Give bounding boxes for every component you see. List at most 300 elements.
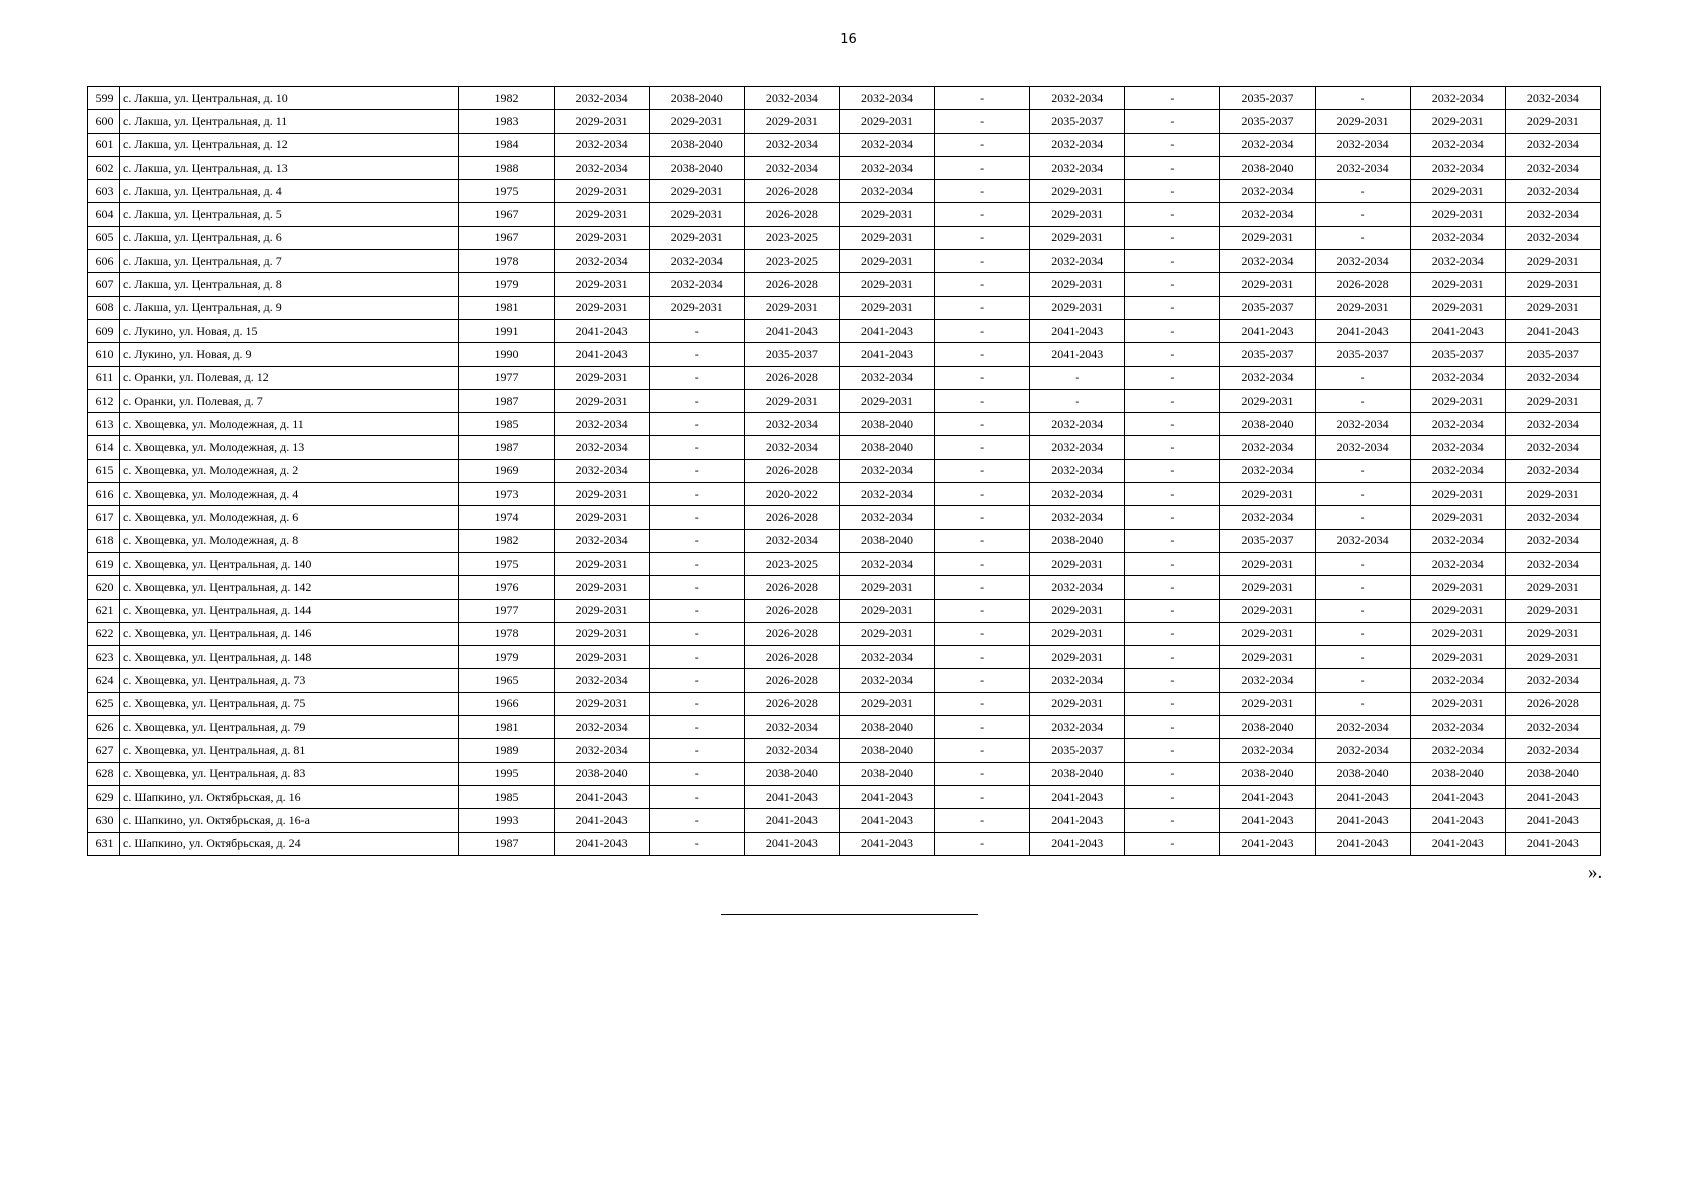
period-cell: 2032-2034: [554, 739, 649, 762]
period-cell: -: [935, 762, 1030, 785]
period-cell: 2023-2025: [744, 552, 839, 575]
period-cell: -: [935, 203, 1030, 226]
address-cell: с. Лакша, ул. Центральная, д. 9: [120, 296, 459, 319]
period-cell: 2029-2031: [649, 110, 744, 133]
period-cell: -: [1125, 809, 1220, 832]
period-cell: 2029-2031: [1220, 483, 1315, 506]
period-cell: 2032-2034: [1410, 669, 1505, 692]
row-number-cell: 617: [88, 506, 120, 529]
row-number-cell: 621: [88, 599, 120, 622]
table-row: [88, 436, 1601, 459]
period-cell: 2032-2034: [744, 156, 839, 179]
period-cell: 2032-2034: [1505, 669, 1600, 692]
table-row: [88, 273, 1601, 296]
row-number-cell: 606: [88, 250, 120, 273]
year-cell: 1978: [459, 250, 554, 273]
period-cell: -: [1125, 87, 1220, 110]
period-cell: 2032-2034: [649, 250, 744, 273]
row-number-cell: 615: [88, 459, 120, 482]
table-row: [88, 389, 1601, 412]
period-cell: 2029-2031: [1410, 203, 1505, 226]
period-cell: 2032-2034: [1410, 436, 1505, 459]
period-cell: 2029-2031: [649, 226, 744, 249]
period-cell: 2041-2043: [1410, 832, 1505, 855]
period-cell: -: [1315, 599, 1410, 622]
period-cell: 2029-2031: [1220, 576, 1315, 599]
period-cell: -: [935, 413, 1030, 436]
period-cell: 2032-2034: [1315, 716, 1410, 739]
row-number-cell: 609: [88, 319, 120, 342]
period-cell: -: [1315, 622, 1410, 645]
period-cell: -: [649, 319, 744, 342]
address-cell: с. Хвощевка, ул. Центральная, д. 144: [120, 599, 459, 622]
address-cell: с. Шапкино, ул. Октябрьская, д. 16: [120, 785, 459, 808]
row-number-cell: 607: [88, 273, 120, 296]
period-cell: 2023-2025: [744, 250, 839, 273]
period-cell: 2041-2043: [839, 809, 934, 832]
table-row: [88, 180, 1601, 203]
row-number-cell: 599: [88, 87, 120, 110]
period-cell: 2029-2031: [554, 599, 649, 622]
period-cell: -: [1125, 133, 1220, 156]
period-cell: 2029-2031: [1505, 646, 1600, 669]
table-row: [88, 646, 1601, 669]
address-cell: с. Лукино, ул. Новая, д. 15: [120, 319, 459, 342]
year-cell: 1987: [459, 832, 554, 855]
period-cell: -: [1125, 483, 1220, 506]
period-cell: 2032-2034: [1030, 413, 1125, 436]
closing-quote: ».: [1588, 862, 1603, 883]
table-row: [88, 506, 1601, 529]
row-number-cell: 614: [88, 436, 120, 459]
year-cell: 1987: [459, 436, 554, 459]
period-cell: -: [1125, 319, 1220, 342]
period-cell: 2029-2031: [1030, 180, 1125, 203]
period-cell: -: [1315, 87, 1410, 110]
period-cell: 2041-2043: [744, 832, 839, 855]
period-cell: -: [1315, 646, 1410, 669]
period-cell: 2038-2040: [839, 436, 934, 459]
address-cell: с. Хвощевка, ул. Молодежная, д. 2: [120, 459, 459, 482]
table-row: [88, 692, 1601, 715]
period-cell: 2029-2031: [1410, 622, 1505, 645]
period-cell: 2032-2034: [1315, 133, 1410, 156]
period-cell: 2032-2034: [1410, 366, 1505, 389]
period-cell: 2038-2040: [649, 87, 744, 110]
row-number-cell: 605: [88, 226, 120, 249]
period-cell: 2029-2031: [554, 296, 649, 319]
period-cell: 2032-2034: [1505, 413, 1600, 436]
year-cell: 1982: [459, 87, 554, 110]
year-cell: 1982: [459, 529, 554, 552]
period-cell: 2032-2034: [839, 552, 934, 575]
table-row: [88, 599, 1601, 622]
period-cell: -: [1125, 343, 1220, 366]
period-cell: 2032-2034: [554, 669, 649, 692]
period-cell: 2041-2043: [1220, 832, 1315, 855]
period-cell: 2032-2034: [744, 436, 839, 459]
period-cell: 2026-2028: [744, 366, 839, 389]
period-cell: -: [649, 832, 744, 855]
period-cell: -: [1315, 506, 1410, 529]
period-cell: 2041-2043: [554, 785, 649, 808]
period-cell: 2032-2034: [744, 413, 839, 436]
table-row: [88, 203, 1601, 226]
address-cell: с. Оранки, ул. Полевая, д. 12: [120, 366, 459, 389]
period-cell: -: [649, 552, 744, 575]
table-row: [88, 529, 1601, 552]
period-cell: 2032-2034: [1505, 529, 1600, 552]
row-number-cell: 629: [88, 785, 120, 808]
row-number-cell: 601: [88, 133, 120, 156]
period-cell: -: [935, 319, 1030, 342]
period-cell: -: [649, 692, 744, 715]
period-cell: 2035-2037: [1315, 343, 1410, 366]
period-cell: 2029-2031: [1410, 110, 1505, 133]
period-cell: 2029-2031: [554, 273, 649, 296]
period-cell: -: [649, 506, 744, 529]
period-cell: -: [935, 622, 1030, 645]
period-cell: 2026-2028: [744, 506, 839, 529]
period-cell: 2032-2034: [1505, 133, 1600, 156]
period-cell: -: [1315, 226, 1410, 249]
year-cell: 1975: [459, 180, 554, 203]
period-cell: 2029-2031: [1220, 273, 1315, 296]
period-cell: 2029-2031: [839, 622, 934, 645]
period-cell: 2029-2031: [839, 110, 934, 133]
table-row: [88, 296, 1601, 319]
period-cell: 2032-2034: [1220, 459, 1315, 482]
table-row: [88, 762, 1601, 785]
period-cell: 2032-2034: [554, 87, 649, 110]
row-number-cell: 604: [88, 203, 120, 226]
period-cell: 2032-2034: [1220, 436, 1315, 459]
period-cell: 2032-2034: [1220, 203, 1315, 226]
address-cell: с. Хвощевка, ул. Молодежная, д. 6: [120, 506, 459, 529]
period-cell: 2029-2031: [1410, 180, 1505, 203]
row-number-cell: 627: [88, 739, 120, 762]
period-cell: 2029-2031: [1505, 110, 1600, 133]
period-cell: 2029-2031: [1220, 226, 1315, 249]
period-cell: 2029-2031: [554, 203, 649, 226]
period-cell: 2029-2031: [1505, 599, 1600, 622]
period-cell: -: [1125, 250, 1220, 273]
address-cell: с. Хвощевка, ул. Молодежная, д. 4: [120, 483, 459, 506]
period-cell: 2032-2034: [1505, 716, 1600, 739]
period-cell: 2035-2037: [1220, 343, 1315, 366]
period-cell: -: [935, 646, 1030, 669]
period-cell: 2038-2040: [744, 762, 839, 785]
period-cell: -: [649, 809, 744, 832]
period-cell: 2041-2043: [744, 785, 839, 808]
period-cell: 2029-2031: [554, 622, 649, 645]
period-cell: -: [649, 459, 744, 482]
period-cell: 2035-2037: [1220, 87, 1315, 110]
address-cell: с. Хвощевка, ул. Центральная, д. 142: [120, 576, 459, 599]
address-cell: с. Хвощевка, ул. Центральная, д. 146: [120, 622, 459, 645]
period-cell: 2029-2031: [839, 692, 934, 715]
period-cell: 2026-2028: [744, 622, 839, 645]
period-cell: -: [935, 599, 1030, 622]
period-cell: -: [935, 156, 1030, 179]
year-cell: 1973: [459, 483, 554, 506]
address-cell: с. Лакша, ул. Центральная, д. 11: [120, 110, 459, 133]
address-cell: с. Лакша, ул. Центральная, д. 4: [120, 180, 459, 203]
period-cell: 2032-2034: [1410, 413, 1505, 436]
address-cell: с. Лакша, ул. Центральная, д. 13: [120, 156, 459, 179]
period-cell: -: [1125, 110, 1220, 133]
period-cell: 2032-2034: [1505, 739, 1600, 762]
year-cell: 1967: [459, 203, 554, 226]
table-row: [88, 226, 1601, 249]
period-cell: 2041-2043: [839, 319, 934, 342]
period-cell: 2032-2034: [744, 716, 839, 739]
period-cell: -: [935, 483, 1030, 506]
period-cell: 2029-2031: [554, 226, 649, 249]
address-cell: с. Хвощевка, ул. Центральная, д. 148: [120, 646, 459, 669]
period-cell: 2038-2040: [1220, 413, 1315, 436]
period-cell: 2041-2043: [1030, 785, 1125, 808]
period-cell: 2032-2034: [839, 180, 934, 203]
address-cell: с. Хвощевка, ул. Молодежная, д. 11: [120, 413, 459, 436]
table-row: [88, 622, 1601, 645]
period-cell: -: [935, 133, 1030, 156]
period-cell: 2035-2037: [1505, 343, 1600, 366]
period-cell: 2026-2028: [1505, 692, 1600, 715]
period-cell: -: [935, 459, 1030, 482]
period-cell: -: [935, 389, 1030, 412]
period-cell: 2032-2034: [649, 273, 744, 296]
period-cell: 2032-2034: [1505, 87, 1600, 110]
period-cell: 2038-2040: [649, 156, 744, 179]
period-cell: 2038-2040: [1030, 529, 1125, 552]
period-cell: -: [1315, 389, 1410, 412]
period-cell: 2032-2034: [839, 669, 934, 692]
period-cell: 2041-2043: [554, 832, 649, 855]
period-cell: 2041-2043: [1220, 319, 1315, 342]
period-cell: 2041-2043: [1315, 785, 1410, 808]
period-cell: 2032-2034: [1505, 366, 1600, 389]
table-row: [88, 809, 1601, 832]
period-cell: 2032-2034: [1315, 436, 1410, 459]
period-cell: -: [935, 692, 1030, 715]
period-cell: 2029-2031: [1030, 273, 1125, 296]
period-cell: 2029-2031: [1030, 692, 1125, 715]
period-cell: 2029-2031: [554, 366, 649, 389]
period-cell: 2029-2031: [649, 203, 744, 226]
period-cell: 2029-2031: [649, 180, 744, 203]
year-cell: 1985: [459, 413, 554, 436]
period-cell: 2029-2031: [1505, 576, 1600, 599]
year-cell: 1981: [459, 716, 554, 739]
period-cell: 2029-2031: [1505, 296, 1600, 319]
period-cell: 2029-2031: [839, 273, 934, 296]
address-cell: с. Хвощевка, ул. Молодежная, д. 8: [120, 529, 459, 552]
year-cell: 1995: [459, 762, 554, 785]
period-cell: -: [935, 436, 1030, 459]
period-cell: 2032-2034: [839, 646, 934, 669]
year-cell: 1979: [459, 273, 554, 296]
period-cell: -: [649, 739, 744, 762]
period-cell: 2029-2031: [1315, 296, 1410, 319]
period-cell: -: [649, 436, 744, 459]
period-cell: -: [649, 343, 744, 366]
period-cell: -: [649, 762, 744, 785]
period-cell: 2041-2043: [554, 319, 649, 342]
period-cell: 2032-2034: [1030, 716, 1125, 739]
period-cell: 2038-2040: [1030, 762, 1125, 785]
period-cell: -: [1125, 203, 1220, 226]
period-cell: 2029-2031: [1505, 389, 1600, 412]
period-cell: -: [649, 599, 744, 622]
row-number-cell: 625: [88, 692, 120, 715]
row-number-cell: 624: [88, 669, 120, 692]
period-cell: 2041-2043: [744, 809, 839, 832]
table-row: [88, 87, 1601, 110]
address-cell: с. Шапкино, ул. Октябрьская, д. 24: [120, 832, 459, 855]
period-cell: 2035-2037: [1220, 110, 1315, 133]
row-number-cell: 626: [88, 716, 120, 739]
period-cell: 2029-2031: [1505, 622, 1600, 645]
row-number-cell: 602: [88, 156, 120, 179]
period-cell: 2041-2043: [839, 785, 934, 808]
period-cell: 2026-2028: [744, 576, 839, 599]
period-cell: -: [935, 110, 1030, 133]
period-cell: 2032-2034: [1505, 552, 1600, 575]
period-cell: -: [935, 506, 1030, 529]
address-cell: с. Хвощевка, ул. Центральная, д. 81: [120, 739, 459, 762]
address-cell: с. Лакша, ул. Центральная, д. 7: [120, 250, 459, 273]
row-number-cell: 608: [88, 296, 120, 319]
period-cell: 2032-2034: [1030, 250, 1125, 273]
period-cell: 2032-2034: [1030, 459, 1125, 482]
period-cell: -: [1315, 552, 1410, 575]
period-cell: 2029-2031: [554, 552, 649, 575]
period-cell: 2041-2043: [1220, 785, 1315, 808]
period-cell: -: [1030, 366, 1125, 389]
period-cell: -: [649, 622, 744, 645]
period-cell: -: [935, 273, 1030, 296]
period-cell: 2032-2034: [1505, 203, 1600, 226]
period-cell: -: [1125, 156, 1220, 179]
table-row: [88, 739, 1601, 762]
period-cell: 2029-2031: [554, 576, 649, 599]
row-number-cell: 630: [88, 809, 120, 832]
period-cell: -: [1315, 669, 1410, 692]
period-cell: -: [1125, 739, 1220, 762]
period-cell: -: [649, 646, 744, 669]
period-cell: 2032-2034: [1410, 459, 1505, 482]
year-cell: 1976: [459, 576, 554, 599]
address-cell: с. Шапкино, ул. Октябрьская, д. 16-а: [120, 809, 459, 832]
period-cell: -: [935, 226, 1030, 249]
year-cell: 1987: [459, 389, 554, 412]
period-cell: 2029-2031: [1220, 692, 1315, 715]
period-cell: 2023-2025: [744, 226, 839, 249]
year-cell: 1977: [459, 599, 554, 622]
period-cell: 2038-2040: [1220, 716, 1315, 739]
period-cell: -: [649, 366, 744, 389]
period-cell: 2032-2034: [1030, 669, 1125, 692]
period-cell: -: [1315, 459, 1410, 482]
table-row: [88, 366, 1601, 389]
table-row: [88, 785, 1601, 808]
year-cell: 1966: [459, 692, 554, 715]
period-cell: 2038-2040: [839, 739, 934, 762]
period-cell: 2032-2034: [554, 413, 649, 436]
period-cell: 2029-2031: [1505, 250, 1600, 273]
period-cell: 2041-2043: [1505, 832, 1600, 855]
year-cell: 1969: [459, 459, 554, 482]
address-cell: с. Лакша, ул. Центральная, д. 8: [120, 273, 459, 296]
period-cell: 2032-2034: [554, 133, 649, 156]
period-cell: 2038-2040: [554, 762, 649, 785]
year-cell: 1991: [459, 319, 554, 342]
period-cell: -: [1315, 180, 1410, 203]
period-cell: -: [935, 832, 1030, 855]
period-cell: 2038-2040: [839, 716, 934, 739]
period-cell: -: [1125, 273, 1220, 296]
period-cell: 2038-2040: [1220, 762, 1315, 785]
year-cell: 1977: [459, 366, 554, 389]
period-cell: 2029-2031: [1220, 389, 1315, 412]
period-cell: 2041-2043: [1315, 319, 1410, 342]
period-cell: 2029-2031: [554, 692, 649, 715]
period-cell: 2026-2028: [744, 669, 839, 692]
period-cell: 2032-2034: [1030, 506, 1125, 529]
period-cell: 2026-2028: [744, 692, 839, 715]
period-cell: -: [935, 180, 1030, 203]
period-cell: -: [935, 87, 1030, 110]
period-cell: 2032-2034: [1315, 413, 1410, 436]
period-cell: -: [1125, 646, 1220, 669]
period-cell: 2035-2037: [1410, 343, 1505, 366]
period-cell: 2032-2034: [554, 716, 649, 739]
period-cell: -: [1315, 576, 1410, 599]
period-cell: 2029-2031: [744, 389, 839, 412]
period-cell: -: [1125, 692, 1220, 715]
year-cell: 1978: [459, 622, 554, 645]
address-cell: с. Лакша, ул. Центральная, д. 5: [120, 203, 459, 226]
period-cell: 2029-2031: [1030, 646, 1125, 669]
period-cell: 2038-2040: [1315, 762, 1410, 785]
period-cell: -: [935, 576, 1030, 599]
year-cell: 1965: [459, 669, 554, 692]
period-cell: 2029-2031: [649, 296, 744, 319]
table-row: [88, 156, 1601, 179]
period-cell: 2029-2031: [1030, 226, 1125, 249]
table-row: [88, 413, 1601, 436]
year-cell: 1983: [459, 110, 554, 133]
period-cell: -: [935, 785, 1030, 808]
period-cell: -: [1125, 552, 1220, 575]
period-cell: 2029-2031: [1220, 646, 1315, 669]
period-cell: 2032-2034: [1410, 226, 1505, 249]
table-row: [88, 343, 1601, 366]
address-cell: с. Хвощевка, ул. Центральная, д. 75: [120, 692, 459, 715]
period-cell: -: [935, 552, 1030, 575]
period-cell: 2041-2043: [744, 319, 839, 342]
year-cell: 1988: [459, 156, 554, 179]
period-cell: 2041-2043: [1410, 319, 1505, 342]
period-cell: 2020-2022: [744, 483, 839, 506]
table-row: [88, 133, 1601, 156]
period-cell: 2038-2040: [839, 762, 934, 785]
period-cell: -: [935, 809, 1030, 832]
table-row: [88, 669, 1601, 692]
period-cell: -: [649, 413, 744, 436]
period-cell: 2029-2031: [1410, 646, 1505, 669]
